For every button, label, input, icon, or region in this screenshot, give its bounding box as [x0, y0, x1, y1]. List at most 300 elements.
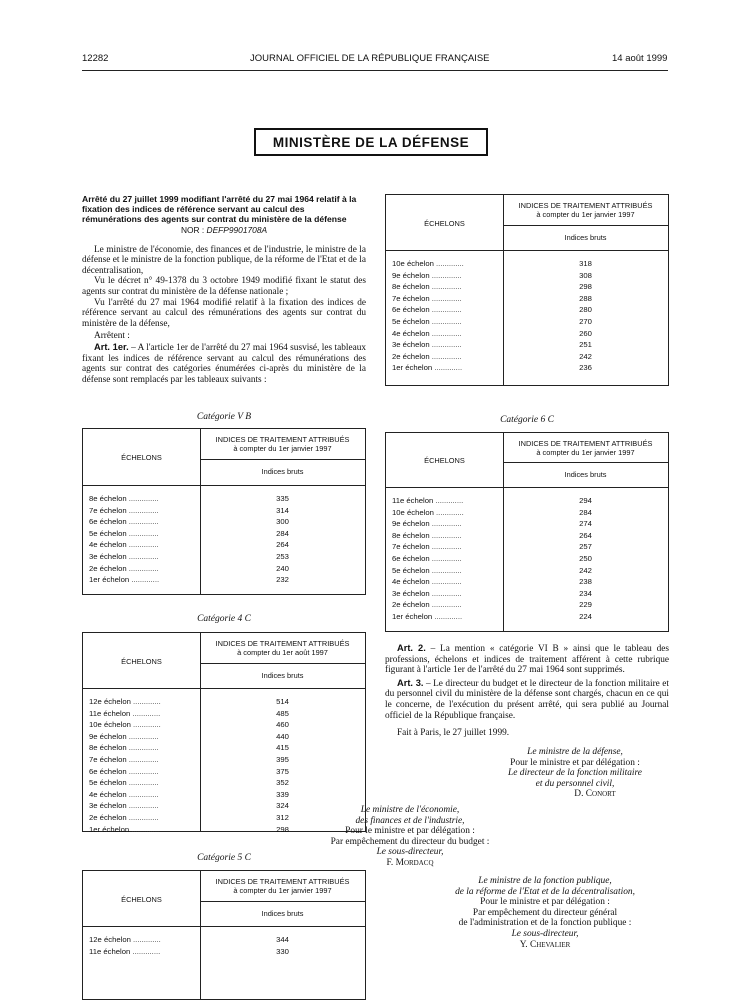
- article-3: [385, 678, 669, 721]
- table-caption: Catégorie V B: [196, 412, 252, 422]
- echelon-label: [89, 732, 159, 741]
- table-caption: Catégorie 6 C: [500, 415, 554, 425]
- nor: [82, 225, 366, 236]
- sig3-name: Y. Chevalier: [519, 939, 571, 950]
- table-row: [83, 720, 365, 732]
- indice-value: 314: [276, 505, 289, 515]
- nor-value: DEFP9901708A: [206, 225, 268, 235]
- echelon-text: 1er échelon: [392, 612, 433, 621]
- table-row: [386, 554, 668, 566]
- leader-dots: .............: [130, 946, 161, 956]
- page-number: 12282: [82, 53, 109, 64]
- echelon-label: [392, 496, 463, 505]
- table-row: [386, 352, 668, 364]
- leader-dots: .............: [130, 697, 161, 706]
- indice-value: 234: [579, 588, 592, 598]
- leader-dots: ..............: [429, 577, 462, 587]
- table-row: [83, 778, 365, 790]
- leader-dots: ..............: [126, 494, 159, 503]
- echelons-header: ÉCHELONS: [121, 453, 162, 462]
- indice-value: 274: [579, 519, 592, 529]
- table-row: [83, 732, 365, 744]
- indice-value: 460: [276, 720, 289, 730]
- indice-value: 339: [276, 789, 289, 799]
- echelon-text: 8e échelon: [89, 743, 127, 753]
- indices-bruts-header: Indices bruts: [261, 670, 304, 680]
- echelon-label: [392, 612, 462, 621]
- indice-value: 294: [579, 496, 592, 505]
- leader-dots: ..............: [126, 766, 159, 776]
- index-table: [82, 870, 366, 1000]
- indices-header: [200, 877, 365, 895]
- leader-dots: ..............: [126, 731, 159, 741]
- indices-title: INDICES DE TRAITEMENT ATTRIBUÉS: [518, 201, 653, 210]
- table-row: [83, 755, 365, 767]
- echelon-label: [89, 778, 159, 787]
- echelon-text: 8e échelon: [392, 530, 430, 540]
- echelon-label: [89, 517, 159, 526]
- leader-dots: ..............: [126, 743, 159, 753]
- header-rule: [386, 487, 668, 488]
- indice-value: 257: [579, 542, 592, 552]
- article-2-label: Art. 2.: [397, 643, 426, 653]
- indices-subtitle: à compter du 1er janvier 1997: [536, 447, 635, 457]
- echelon-text: 5e échelon: [392, 565, 430, 575]
- echelon-text: 12e échelon: [89, 935, 131, 944]
- echelon-label: [89, 494, 159, 503]
- leader-dots: .............: [129, 575, 160, 585]
- indices-title: INDICES DE TRAITEMENT ATTRIBUÉS: [215, 435, 350, 444]
- subheader-rule: [503, 462, 668, 463]
- indice-value: 238: [579, 577, 592, 587]
- indices-bruts-header: Indices bruts: [564, 232, 607, 242]
- sig2-line2: des finances et de l'industrie,: [355, 815, 465, 826]
- sig2-line1: Le ministre de l'économie,: [360, 805, 460, 815]
- echelons-header: ÉCHELONS: [121, 894, 162, 904]
- table-row: [83, 790, 365, 802]
- echelon-text: 7e échelon: [392, 542, 430, 552]
- indice-value: 284: [276, 528, 289, 538]
- leader-dots: ..............: [126, 789, 159, 799]
- indice-value: 312: [276, 813, 289, 822]
- article-2-text: – La mention « catégorie VI B » ainsi que le tableau des professions, échelons et indices de traitement afférent à cette rubrique figurant à l'article 1er de l'arrêté du 27 mai 1964 sont supprimés.: [385, 644, 669, 676]
- leader-dots: ..............: [429, 317, 462, 326]
- echelon-text: 8e échelon: [392, 282, 430, 292]
- echelon-text: 1er échelon: [89, 824, 130, 834]
- table-row: [386, 305, 668, 317]
- sig3-line3: Pour le ministre et par délégation :: [480, 897, 610, 908]
- echelon-label: [392, 554, 462, 563]
- leader-dots: .............: [130, 935, 161, 944]
- table-row: [83, 697, 365, 709]
- leader-dots: ..............: [429, 519, 462, 529]
- echelon-text: 4e échelon: [392, 577, 430, 587]
- echelon-label: [392, 259, 464, 268]
- echelon-text: 10e échelon: [392, 507, 434, 517]
- leader-dots: ..............: [429, 270, 462, 280]
- indice-value: 440: [276, 731, 289, 741]
- table-row: [386, 294, 668, 306]
- indices-title: INDICES DE TRAITEMENT ATTRIBUÉS: [215, 639, 350, 648]
- indice-value: 298: [276, 824, 289, 834]
- echelon-label: [392, 271, 462, 280]
- table-row: [386, 600, 668, 612]
- indice-value: 250: [579, 554, 592, 563]
- article-1-label: Art. 1er.: [94, 341, 129, 352]
- leader-dots: ..............: [126, 528, 159, 538]
- indices-subtitle: à compter du 1er janvier 1997: [233, 444, 332, 453]
- table-row: [83, 552, 365, 564]
- echelon-label: [89, 935, 161, 944]
- fait-a-paris: Fait à Paris, le 27 juillet 1999.: [397, 728, 510, 739]
- echelon-text: 11e échelon: [392, 496, 434, 505]
- echelon-label: [392, 566, 462, 575]
- leader-dots: ..............: [429, 351, 462, 361]
- table-row: [386, 282, 668, 294]
- left-column: [82, 194, 366, 385]
- echelon-text: 3e échelon: [392, 588, 430, 598]
- indice-value: 232: [276, 575, 289, 585]
- table-row: [83, 709, 365, 721]
- index-table: [385, 432, 669, 632]
- arrete-title: Arrêté du 27 juillet 1999 modifiant l'arrêté du 27 mai 1964 relatif à la fixation des indices de référence servant au calcul des rémunérations des agents sur contrat du ministère de la défense: [82, 194, 357, 224]
- leader-dots: ..............: [126, 813, 159, 822]
- echelon-label: [392, 352, 462, 361]
- journal-title: JOURNAL OFFICIEL DE LA RÉPUBLIQUE FRANÇAISE: [250, 53, 490, 64]
- echelon-text: 12e échelon: [89, 697, 131, 706]
- indice-value: 300: [276, 517, 289, 527]
- table-row: [386, 542, 668, 554]
- right-column-text: [385, 643, 669, 739]
- echelon-label: [89, 529, 159, 538]
- article-3-label: Art. 3.: [397, 677, 424, 688]
- leader-dots: ..............: [126, 552, 159, 561]
- indices-subtitle: à compter du 1er janvier 1997: [233, 886, 332, 895]
- leader-dots: ..............: [429, 340, 462, 350]
- echelon-label: [89, 790, 159, 799]
- table-row: [386, 612, 668, 624]
- indice-value: 242: [579, 565, 592, 575]
- echelon-label: [392, 340, 462, 349]
- echelon-label: [392, 317, 462, 326]
- echelon-text: 1er échelon: [392, 363, 433, 373]
- subheader-rule: [200, 901, 365, 902]
- table-row: [83, 935, 365, 947]
- article-1: [82, 342, 366, 385]
- indices-bruts-header: Indices bruts: [261, 467, 304, 476]
- preamble-3: Vu l'arrêté du 27 mai 1964 modifié relatif à la fixation des indices de référence servant au calcul des rémunérations des agents sur contrat du ministère de la défense,: [82, 297, 366, 329]
- echelon-text: 6e échelon: [392, 305, 430, 315]
- header-rule: [386, 250, 668, 251]
- signature-fonction-publique: [420, 876, 670, 950]
- echelon-label: [89, 575, 159, 584]
- indice-value: 324: [276, 801, 289, 811]
- leader-dots: ..............: [126, 517, 159, 527]
- leader-dots: ..............: [429, 282, 462, 292]
- index-table: [82, 428, 366, 595]
- echelon-label: [89, 697, 161, 706]
- indice-value: 251: [579, 340, 592, 350]
- leader-dots: ..............: [429, 542, 462, 552]
- indice-value: 260: [579, 328, 592, 338]
- echelon-label: [89, 552, 159, 561]
- table-caption: Catégorie 5 C: [197, 853, 251, 863]
- echelon-text: 4e échelon: [89, 540, 127, 550]
- indice-value: 270: [579, 317, 592, 326]
- table-row: [386, 317, 668, 329]
- echelon-label: [392, 305, 462, 314]
- table-row: [386, 566, 668, 578]
- index-table: [385, 194, 669, 386]
- indice-value: 375: [276, 766, 289, 776]
- echelons-header: ÉCHELONS: [424, 218, 465, 228]
- echelon-text: 5e échelon: [89, 778, 127, 788]
- echelon-label: [89, 755, 159, 764]
- echelon-text: 4e échelon: [392, 328, 430, 338]
- indice-value: 514: [276, 697, 289, 706]
- preamble-1: Le ministre de l'économie, des finances et de l'industrie, le ministre de la défense et le ministre de la fonction publique, de la réforme de l'Etat et de la décentralisation,: [82, 244, 366, 276]
- article-1-text: – A l'article 1er de l'arrêté du 27 mai 1964 susvisé, les tableaux fixant les indices de référence servant au calcul des rémunérations des agents sur contrat des catégories énumérées ci-après du ministère de la défense sont remplacés par les tableaux suivants :: [82, 342, 366, 385]
- header-rule: [83, 926, 365, 927]
- nor-label: NOR :: [180, 225, 205, 235]
- echelon-label: [392, 363, 462, 372]
- echelon-label: [392, 531, 462, 540]
- table-row: [386, 329, 668, 341]
- echelon-label: [392, 294, 462, 303]
- indices-header: [200, 435, 365, 453]
- echelon-label: [392, 282, 462, 291]
- echelon-label: [89, 743, 159, 752]
- header-rule: [82, 70, 668, 71]
- echelon-text: 2e échelon: [89, 563, 127, 573]
- echelon-label: [89, 825, 159, 834]
- index-table: [82, 632, 366, 832]
- indice-value: 240: [276, 563, 289, 573]
- sig1-line3: Le directeur de la fonction militaire: [508, 768, 642, 779]
- echelon-text: 5e échelon: [392, 317, 430, 326]
- sig2-name: F. Mordacq: [386, 857, 434, 868]
- echelon-text: 9e échelon: [89, 731, 127, 741]
- sig1-name: D. Conort: [574, 789, 616, 800]
- table-row: [386, 259, 668, 271]
- article-2: [385, 643, 669, 676]
- indice-value: 288: [579, 293, 592, 303]
- table-row: [83, 494, 365, 506]
- echelon-text: 9e échelon: [392, 519, 430, 529]
- indice-value: 280: [579, 305, 592, 315]
- table-row: [83, 540, 365, 552]
- table-row: [83, 947, 365, 959]
- arretent: Arrêtent :: [94, 331, 130, 342]
- echelon-label: [392, 589, 462, 598]
- indice-value: 415: [276, 743, 289, 753]
- table-row: [386, 363, 668, 375]
- table-row: [386, 271, 668, 283]
- ministry-title: MINISTÈRE DE LA DÉFENSE: [254, 128, 488, 156]
- indice-value: 485: [276, 708, 289, 718]
- indice-value: 298: [579, 282, 592, 292]
- echelon-label: [89, 767, 159, 776]
- leader-dots: .............: [433, 507, 464, 517]
- leader-dots: ..............: [429, 293, 462, 303]
- echelon-label: [89, 801, 159, 810]
- leader-dots: ..............: [429, 600, 462, 610]
- echelon-label: [89, 709, 160, 718]
- echelon-label: [392, 508, 464, 517]
- echelon-label: [89, 720, 161, 729]
- echelon-text: 3e échelon: [392, 340, 430, 350]
- echelons-header: ÉCHELONS: [424, 456, 465, 465]
- sig3-line2: de la réforme de l'Etat et de la décentralisation,: [455, 886, 635, 897]
- table-row: [386, 340, 668, 352]
- echelon-text: 2e échelon: [89, 813, 127, 822]
- echelon-label: [89, 540, 159, 549]
- table-row: [386, 589, 668, 601]
- indices-subtitle: à compter du 1er janvier 1997: [536, 210, 635, 219]
- indices-title: INDICES DE TRAITEMENT ATTRIBUÉS: [518, 438, 653, 448]
- echelon-text: 1er échelon: [89, 575, 130, 585]
- echelon-label: [89, 813, 159, 822]
- echelon-label: [392, 600, 462, 609]
- leader-dots: ..............: [126, 778, 159, 788]
- echelon-text: 7e échelon: [89, 755, 127, 764]
- sig1-line1: Le ministre de la défense,: [527, 747, 623, 757]
- sig1-line4: et du personnel civil,: [535, 778, 615, 789]
- echelon-text: 6e échelon: [89, 766, 127, 776]
- echelon-text: 2e échelon: [392, 351, 430, 361]
- indice-value: 395: [276, 755, 289, 764]
- table-row: [83, 564, 365, 576]
- indice-value: 253: [276, 552, 289, 561]
- echelon-label: [392, 519, 462, 528]
- signature-economie: [310, 805, 510, 869]
- echelon-text: 11e échelon: [89, 708, 131, 718]
- leader-dots: ..............: [126, 563, 159, 573]
- table-row: [386, 577, 668, 589]
- sig2-line3: Pour le ministre et par délégation :: [345, 826, 475, 837]
- indices-bruts-header: Indices bruts: [564, 469, 607, 479]
- table-row: [83, 575, 365, 587]
- leader-dots: .............: [432, 612, 463, 621]
- echelon-text: 9e échelon: [392, 270, 430, 280]
- indice-value: 344: [276, 935, 289, 944]
- indices-subtitle: à compter du 1er août 1997: [237, 648, 328, 657]
- echelon-label: [392, 329, 462, 338]
- echelon-text: 6e échelon: [392, 554, 430, 563]
- sig3-line5: de l'administration et de la fonction publique :: [458, 918, 632, 929]
- header-rule: [83, 688, 365, 689]
- leader-dots: ..............: [429, 588, 462, 598]
- indices-header: [503, 201, 668, 219]
- leader-dots: .............: [129, 824, 160, 834]
- echelon-label: [89, 947, 160, 956]
- sig3-line1: Le ministre de la fonction publique,: [478, 876, 612, 886]
- table-caption: Catégorie 4 C: [197, 614, 251, 624]
- indice-value: 335: [276, 494, 289, 503]
- signature-defense: [480, 747, 670, 800]
- subheader-rule: [200, 663, 365, 664]
- sig2-line4: Par empêchement du directeur du budget :: [330, 836, 490, 847]
- table-row: [83, 506, 365, 518]
- indice-value: 264: [276, 540, 289, 550]
- article-3-text: – Le directeur du budget et le directeur de la fonction militaire et du personnel civil du ministère de la défense sont chargés, chacun en ce qui le concerne, de l'exécution du présent arrêté, qui sera publié au Journal officiel de la République française.: [385, 678, 669, 721]
- header-rule: [83, 485, 365, 486]
- leader-dots: .............: [433, 259, 464, 268]
- indices-bruts-header: Indices bruts: [261, 908, 304, 918]
- indice-value: 224: [579, 612, 592, 621]
- leader-dots: ..............: [429, 305, 462, 315]
- echelon-text: 5e échelon: [89, 528, 127, 538]
- indice-value: 308: [579, 270, 592, 280]
- echelon-text: 6e échelon: [89, 517, 127, 527]
- issue-date: 14 août 1999: [612, 53, 668, 64]
- preamble-2: Vu le décret n° 49-1378 du 3 octobre 1949 modifié fixant le statut des agents sur contrat du ministère de la défense nationale ;: [82, 276, 366, 297]
- leader-dots: .............: [433, 496, 464, 505]
- sig2-line5: Le sous-directeur,: [376, 847, 444, 858]
- table-row: [83, 517, 365, 529]
- subheader-rule: [200, 459, 365, 460]
- sig3-line4: Par empêchement du directeur général: [472, 907, 618, 918]
- echelon-text: 3e échelon: [89, 552, 127, 561]
- sig1-line2: Pour le ministre et par délégation :: [510, 757, 640, 768]
- table-row: [386, 496, 668, 508]
- table-row: [386, 519, 668, 531]
- leader-dots: ..............: [429, 530, 462, 540]
- leader-dots: ..............: [429, 565, 462, 575]
- sig3-line6: Le sous-directeur,: [511, 928, 579, 939]
- echelon-text: 2e échelon: [392, 600, 430, 610]
- table-row: [386, 508, 668, 520]
- indices-header: [200, 639, 365, 657]
- indice-value: 264: [579, 530, 592, 540]
- indices-header: [503, 439, 668, 457]
- leader-dots: ..............: [126, 755, 159, 764]
- leader-dots: ..............: [429, 554, 462, 563]
- leader-dots: ..............: [126, 505, 159, 515]
- table-row: [83, 529, 365, 541]
- indice-value: 318: [579, 259, 592, 268]
- echelon-text: 7e échelon: [392, 293, 430, 303]
- echelons-header: ÉCHELONS: [121, 656, 162, 666]
- subheader-rule: [503, 225, 668, 226]
- table-row: [83, 743, 365, 755]
- indice-value: 330: [276, 946, 289, 956]
- indice-value: 242: [579, 351, 592, 361]
- indices-title: INDICES DE TRAITEMENT ATTRIBUÉS: [215, 877, 350, 886]
- indice-value: 229: [579, 600, 592, 610]
- leader-dots: .............: [130, 720, 161, 730]
- echelon-text: 3e échelon: [89, 801, 127, 811]
- echelon-text: 7e échelon: [89, 505, 127, 515]
- echelon-label: [89, 506, 159, 515]
- echelon-text: 11e échelon: [89, 946, 131, 956]
- echelon-text: 10e échelon: [89, 720, 131, 730]
- leader-dots: .............: [432, 363, 463, 373]
- indice-value: 284: [579, 507, 592, 517]
- leader-dots: .............: [130, 708, 161, 718]
- echelon-text: 8e échelon: [89, 494, 127, 503]
- table-row: [386, 531, 668, 543]
- echelon-label: [392, 542, 462, 551]
- echelon-text: 10e échelon: [392, 259, 434, 268]
- leader-dots: ..............: [126, 801, 159, 811]
- indice-value: 352: [276, 778, 289, 788]
- echelon-label: [392, 577, 462, 586]
- indice-value: 236: [579, 363, 592, 373]
- table-row: [83, 767, 365, 779]
- leader-dots: ..............: [126, 540, 159, 550]
- leader-dots: ..............: [429, 328, 462, 338]
